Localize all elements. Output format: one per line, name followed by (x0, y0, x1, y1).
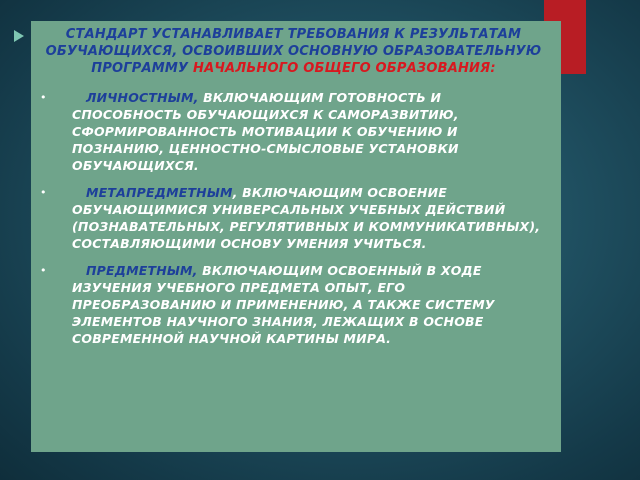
slide-heading (40, 26, 547, 77)
heading-accent: НАЧАЛЬНОГО ОБЩЕГО ОБРАЗОВАНИЯ: (193, 61, 496, 76)
item-lead: МЕТАПРЕДМЕТНЫМ (86, 185, 233, 200)
bullet-icon: • (40, 264, 47, 277)
list-item-metasubject (40, 184, 547, 252)
list-item-personal (40, 89, 547, 174)
item-text: ВКЛЮЧАЮЩИМ ОСВОЕННЫЙ В ХОДЕ ИЗУЧЕНИЯ УЧЕБНОГО ПРЕДМЕТА ОПЫТ, ЕГО ПРЕОБРАЗОВАНИЮ И ПРИМЕНЕНИЮ, А ТАКЖЕ СИСТЕМУ ЭЛЕМЕНТОВ НАУЧНОГО ЗНАНИЯ, ЛЕЖАЩИХ В ОСНОВЕ СОВРЕМЕННОЙ НАУЧНОЙ КАРТИНЫ МИРА (72, 263, 495, 346)
item-tail: . (386, 331, 392, 346)
item-lead: ЛИЧНОСТНЫМ, (86, 90, 199, 105)
content-panel (31, 21, 561, 452)
item-text: , ВКЛЮЧАЮЩИМ ОСВОЕНИЕ ОБУЧАЮЩИМИСЯ УНИВЕРСАЛЬНЫХ УЧЕБНЫХ ДЕЙСТВИЙ (ПОЗНАВАТЕЛЬНЫХ, РЕГУЛЯТИВНЫХ И КОММУНИКАТИВНЫХ), СОСТАВЛЯЮЩИМИ ОСНОВУ УМЕНИЯ УЧИТЬСЯ. (72, 185, 541, 251)
bullet-icon: • (40, 186, 47, 199)
heading-main: СТАНДАРТ УСТАНАВЛИВАЕТ ТРЕБОВАНИЯ К РЕЗУЛЬТАТАМ ОБУЧАЮЩИХСЯ, ОСВОИВШИХ ОСНОВНУЮ ОБРАЗОВАТЕЛЬНУЮ ПРОГРАММУ (45, 27, 542, 76)
play-arrow-icon (14, 30, 24, 42)
item-lead: ПРЕДМЕТНЫМ, (86, 263, 198, 278)
item-text: ВКЛЮЧАЮЩИМ ГОТОВНОСТЬ И СПОСОБНОСТЬ ОБУЧАЮЩИХСЯ К САМОРАЗВИТИЮ, СФОРМИРОВАННОСТЬ МОТИВАЦИИ К ОБУЧЕНИЮ И ПОЗНАНИЮ, ЦЕННОСТНО-СМЫСЛОВЫЕ УСТАНОВКИ ОБУЧАЮЩИХСЯ. (72, 90, 459, 173)
list-item-subject (40, 262, 547, 347)
bullet-icon: • (40, 91, 47, 104)
